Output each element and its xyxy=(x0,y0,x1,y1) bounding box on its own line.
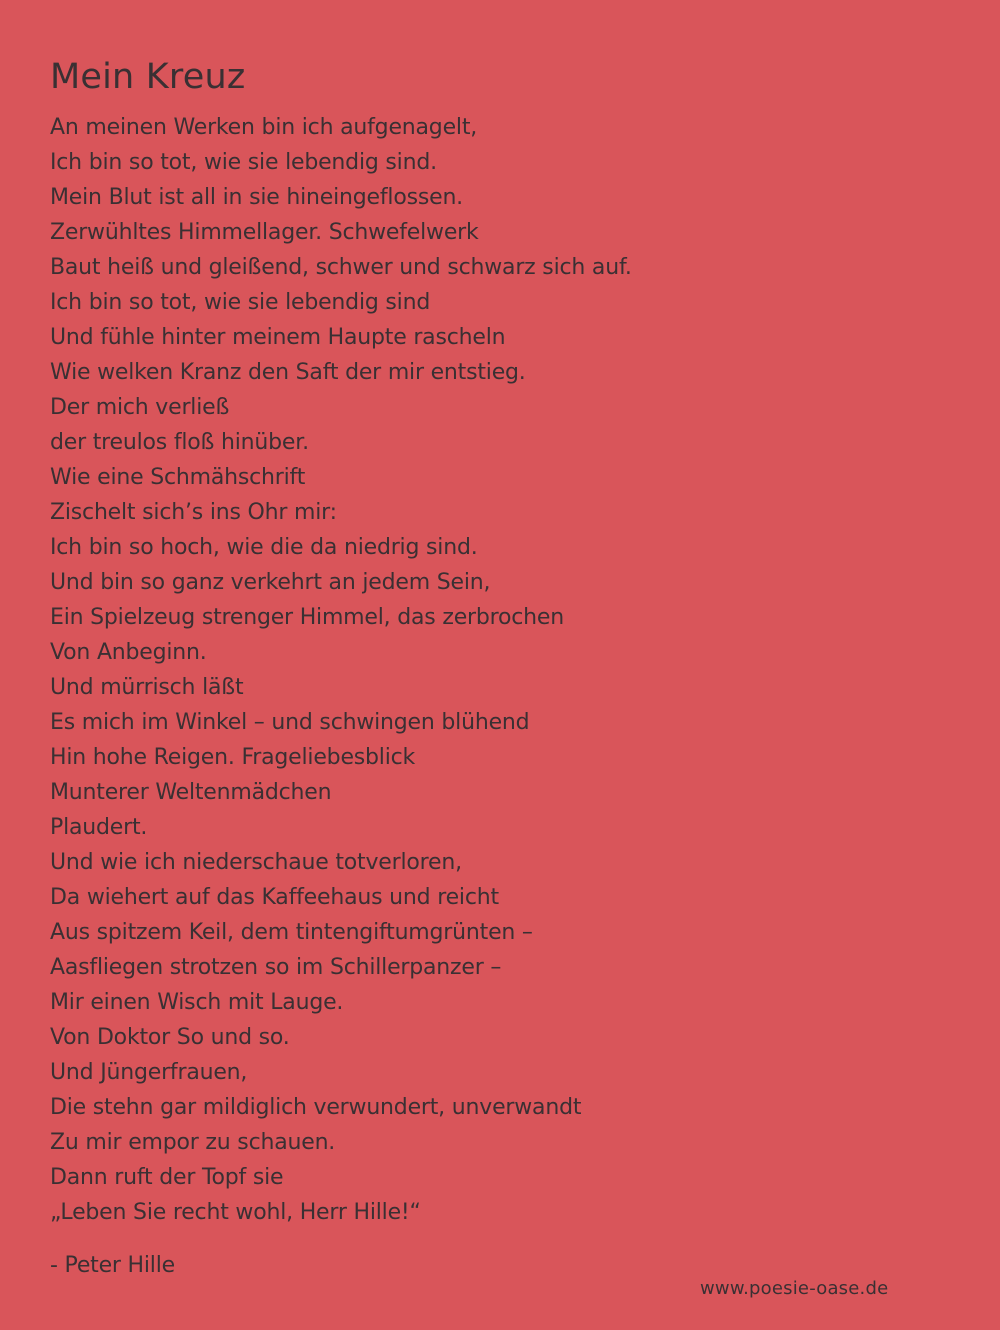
poem-line: Mein Blut ist all in sie hineingeflossen. xyxy=(50,185,463,210)
poem-line: An meinen Werken bin ich aufgenagelt, xyxy=(50,115,478,140)
poem-line: Baut heiß und gleißend, schwer und schwarz sich auf. xyxy=(50,255,632,280)
poem-line: Ich bin so tot, wie sie lebendig sind xyxy=(50,290,431,315)
poem-line: Zu mir empor zu schauen. xyxy=(50,1130,336,1155)
poem-line: Dann ruft der Topf sie xyxy=(50,1165,284,1190)
poem-line: Der mich verließ xyxy=(50,395,230,420)
poem-line: Aus spitzem Keil, dem tintengiftumgrünten – xyxy=(50,920,533,945)
poem-line: Ich bin so tot, wie sie lebendig sind. xyxy=(50,150,437,175)
poem-line: Mir einen Wisch mit Lauge. xyxy=(50,990,344,1015)
poem-line: Von Doktor So und so. xyxy=(50,1025,290,1050)
poem-line: Zischelt sich’s ins Ohr mir: xyxy=(50,500,337,525)
poem-line: Und Jüngerfrauen, xyxy=(50,1060,248,1085)
poem-line: Ich bin so hoch, wie die da niedrig sind. xyxy=(50,535,478,560)
poem-line: Die stehn gar mildiglich verwundert, unverwandt xyxy=(50,1095,582,1120)
poem-line: Und bin so ganz verkehrt an jedem Sein, xyxy=(50,570,491,595)
website-url: www.poesie-oase.de xyxy=(700,1278,889,1299)
poem-line: Aasfliegen strotzen so im Schillerpanzer – xyxy=(50,955,502,980)
poem-line: Und wie ich niederschaue totverloren, xyxy=(50,850,462,875)
poem-line: Hin hohe Reigen. Frageliebesblick xyxy=(50,745,416,770)
poem-line: Und mürrisch läßt xyxy=(50,675,244,700)
poem-line: Munterer Weltenmädchen xyxy=(50,780,332,805)
poem-title: Mein Kreuz xyxy=(50,57,246,97)
poem-line: Da wiehert auf das Kaffeehaus und reicht xyxy=(50,885,499,910)
poem-line: Plaudert. xyxy=(50,815,148,840)
poem-page xyxy=(50,52,950,1230)
poem-author: - Peter Hille xyxy=(50,1253,175,1278)
poem-line: Und fühle hinter meinem Haupte rascheln xyxy=(50,325,506,350)
poem-line: Ein Spielzeug strenger Himmel, das zerbrochen xyxy=(50,605,564,630)
poem-line: Von Anbeginn. xyxy=(50,640,207,665)
poem-line: „Leben Sie recht wohl, Herr Hille!“ xyxy=(50,1200,421,1225)
poem-line: Wie welken Kranz den Saft der mir entstieg. xyxy=(50,360,526,385)
poem-line: Wie eine Schmähschrift xyxy=(50,465,306,490)
poem-line: der treulos floß hinüber. xyxy=(50,430,309,455)
poem-text xyxy=(50,110,950,1230)
poem-line: Es mich im Winkel – und schwingen blühend xyxy=(50,710,530,735)
poem-line: Zerwühltes Himmellager. Schwefelwerk xyxy=(50,220,479,245)
